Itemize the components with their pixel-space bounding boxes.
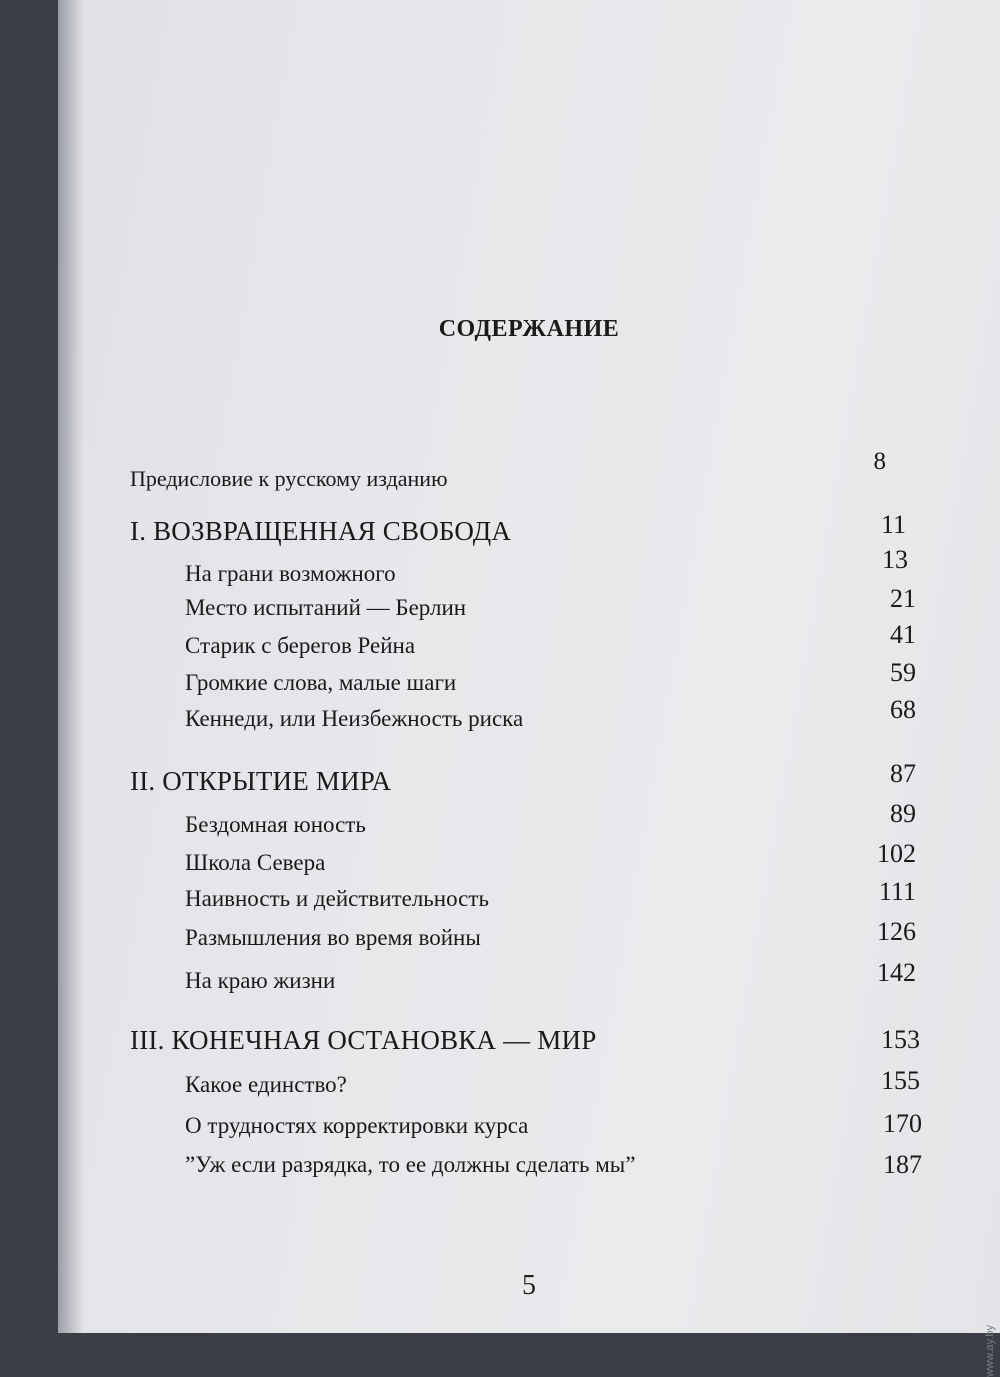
toc-entry-preface [58, 448, 1000, 500]
chapter-page: 170 [883, 1109, 922, 1138]
part-label: I. ВОЗВРАЩЕННАЯ СВОБОДА [130, 516, 512, 546]
toc-chapter [58, 1109, 1000, 1147]
toc-chapter [58, 877, 1000, 920]
chapter-page: 111 [878, 877, 916, 906]
preface-label: Предисловие к русскому изданию [130, 466, 448, 491]
toc-chapter [58, 958, 1000, 1002]
part-page: 87 [890, 759, 916, 788]
chapter-label: О трудностях корректировки курса [185, 1113, 529, 1138]
chapter-label: Громкие слова, малые шаги [185, 670, 457, 695]
preface-page: 8 [873, 448, 886, 475]
toc-chapter [58, 695, 1000, 740]
toc-title: СОДЕРЖАНИЕ [438, 316, 620, 342]
part-page: 11 [880, 510, 906, 539]
part-page: 153 [881, 1025, 920, 1054]
chapter-label: Старик с берегов Рейна [185, 633, 416, 658]
chapter-page: 68 [890, 695, 916, 724]
chapter-label: Наивность и действительность [185, 886, 489, 911]
chapter-page: 155 [881, 1066, 920, 1095]
chapter-label: Место испытаний — Берлин [185, 595, 467, 620]
chapter-page: 13 [882, 545, 908, 574]
chapter-page: 187 [883, 1150, 922, 1179]
toc-chapter [58, 584, 1000, 629]
chapter-page: 21 [890, 584, 916, 613]
part-label: III. КОНЕЧНАЯ ОСТАНОВКА — МИР [130, 1025, 597, 1055]
toc-chapter [58, 620, 1000, 667]
chapter-page: 142 [877, 958, 916, 987]
chapter-page: 89 [890, 799, 916, 828]
chapter-label: На грани возможного [185, 561, 396, 586]
toc-chapter [58, 1152, 1000, 1186]
part-label: II. ОТКРЫТИЕ МИРА [130, 766, 392, 796]
chapter-page: 126 [877, 917, 916, 946]
toc-chapter [58, 658, 1000, 704]
chapter-label: Бездомная юность [185, 812, 366, 837]
toc-chapter [58, 1066, 1000, 1106]
toc-part-1 [58, 510, 1000, 550]
table-of-contents [58, 0, 1000, 1333]
toc-chapter [58, 917, 1000, 959]
page-number: 5 [522, 1270, 536, 1301]
chapter-label: Школа Севера [185, 850, 326, 875]
chapter-label: Кеннеди, или Неизбежность риска [185, 706, 524, 731]
book-page [58, 0, 1000, 1377]
toc-part-2 [58, 759, 1000, 800]
chapter-page: 102 [877, 839, 916, 868]
chapter-page: 41 [890, 620, 916, 649]
toc-chapter [58, 799, 1000, 846]
chapter-label: Размышления во время войны [185, 925, 481, 950]
toc-part-3 [58, 1025, 1000, 1059]
watermark: www.ay.by [984, 1325, 996, 1377]
toc-chapter [58, 545, 1000, 595]
chapter-label: ”Уж если разрядка, то ее должны сделать мы” [185, 1152, 636, 1177]
chapter-page: 59 [890, 658, 916, 687]
chapter-label: Какое единство? [185, 1072, 347, 1097]
toc-chapter [58, 839, 1000, 884]
chapter-label: На краю жизни [185, 968, 336, 993]
